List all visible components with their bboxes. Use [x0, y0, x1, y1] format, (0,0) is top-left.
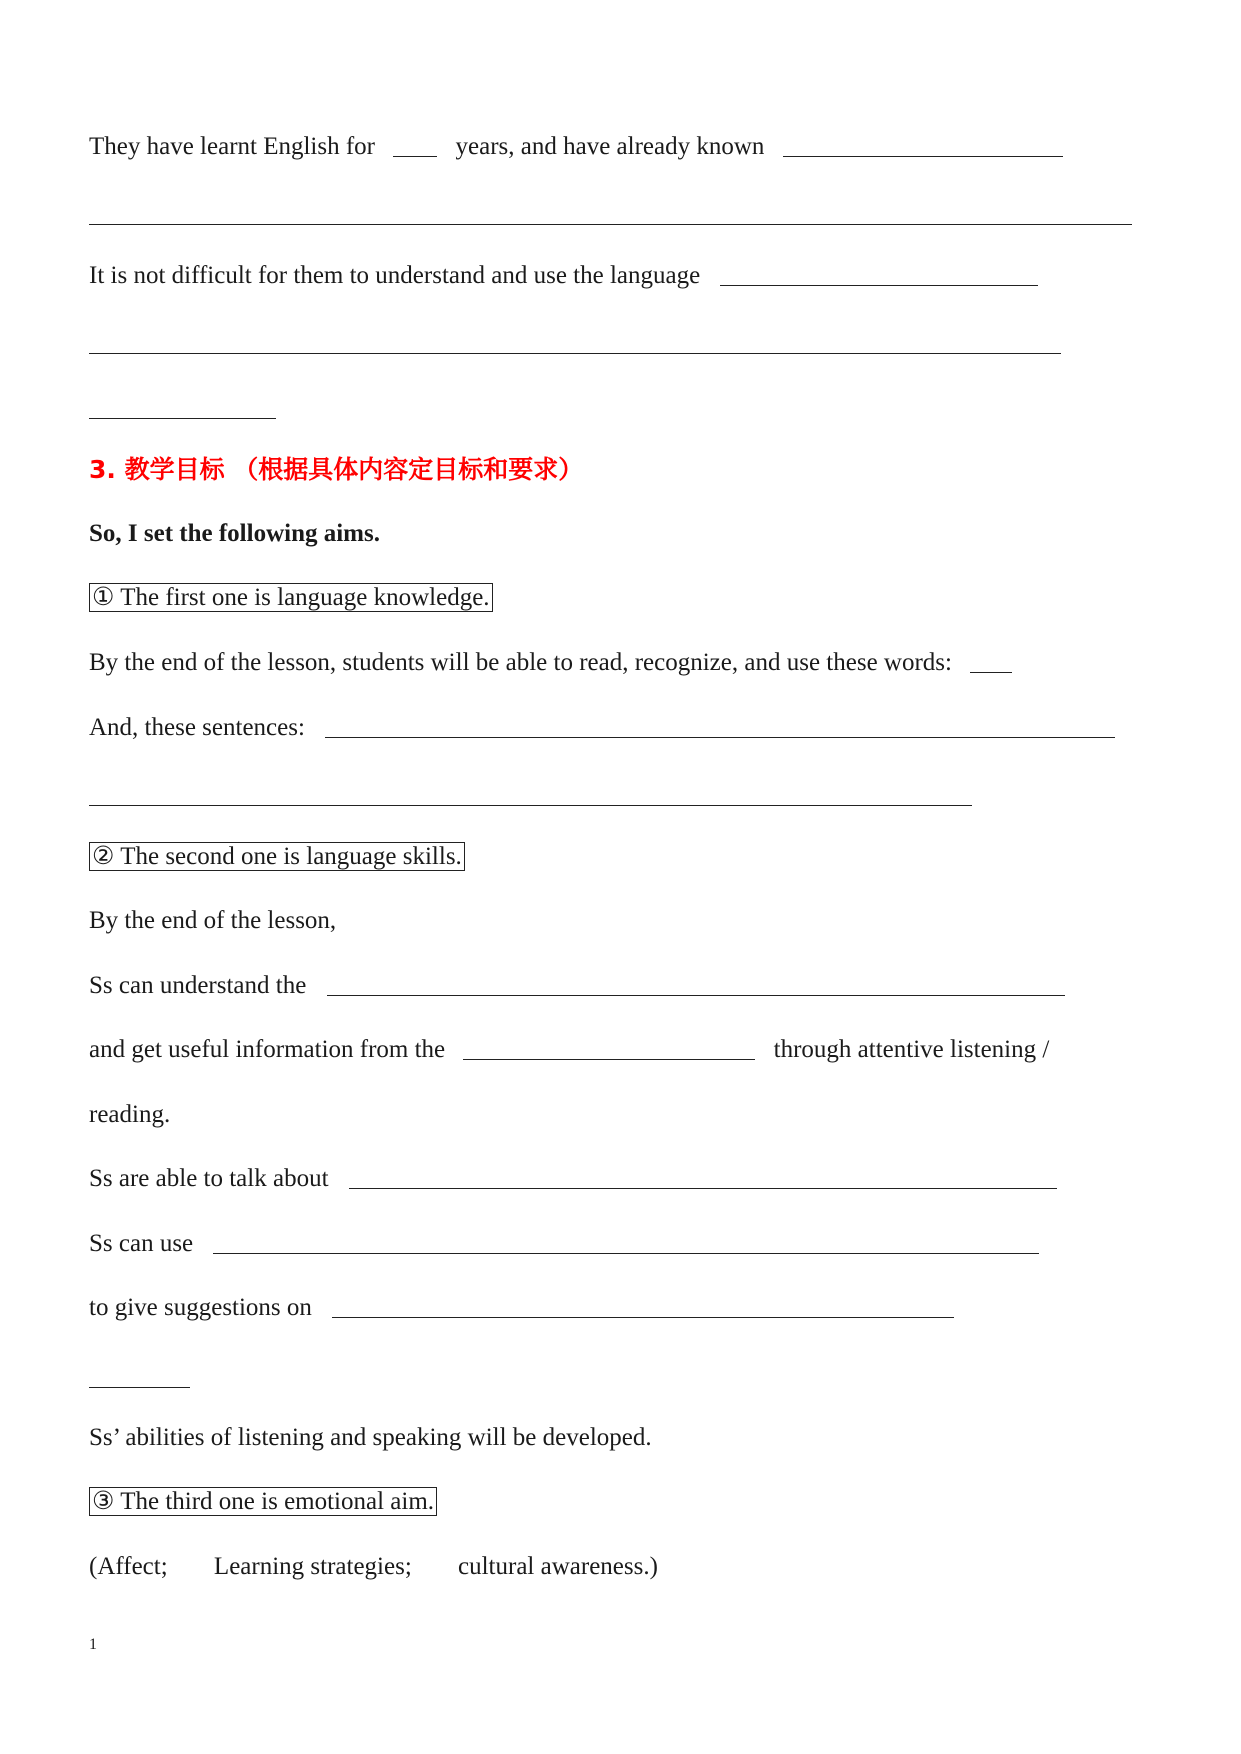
aim1-title: ① The first one is language knowledge.	[89, 583, 493, 613]
aim2-intro: By the end of the lesson,	[89, 907, 337, 934]
line-english-years: They have learnt English for years, and have already known	[89, 132, 1063, 162]
blank-already-known[interactable]	[783, 155, 1063, 157]
blank-sentences[interactable]	[325, 736, 1115, 738]
section-heading: 3. 教学目标 （根据具体内容定目标和要求）	[89, 455, 584, 484]
line-understand-language: It is not difficult for them to understand and use the language	[89, 261, 1038, 291]
aim2-understand: Ss can understand the	[89, 971, 1065, 1001]
aim2-abilities: Ss’ abilities of listening and speaking will be developed.	[89, 1424, 652, 1451]
blank-years[interactable]	[393, 155, 437, 157]
aims-intro: So, I set the following aims.	[89, 520, 380, 547]
blank-line[interactable]	[89, 1387, 190, 1388]
blank-line[interactable]	[89, 224, 1132, 225]
blank-information[interactable]	[463, 1058, 755, 1060]
blank-understand[interactable]	[327, 994, 1065, 996]
blank-suggest[interactable]	[332, 1316, 954, 1318]
aim2-talk: Ss are able to talk about	[89, 1164, 1057, 1194]
blank-talk[interactable]	[349, 1187, 1057, 1189]
aim2-information: and get useful information from the through attentive listening /	[89, 1036, 1050, 1063]
aim2-title: ② The second one is language skills.	[89, 842, 465, 872]
aim3-item: cultural awareness.)	[458, 1553, 658, 1580]
aim2-reading: reading.	[89, 1101, 171, 1128]
blank-language[interactable]	[720, 284, 1038, 286]
aim2-suggest: to give suggestions on	[89, 1293, 954, 1323]
blank-use[interactable]	[213, 1252, 1039, 1254]
aim3-title: ③ The third one is emotional aim.	[89, 1487, 437, 1517]
aim3-items	[89, 1552, 658, 1582]
blank-line[interactable]	[89, 418, 276, 419]
blank-line[interactable]	[89, 353, 1061, 354]
aim3-item: Learning strategies;	[213, 1553, 412, 1580]
aim3-item: (Affect;	[89, 1553, 168, 1580]
aim1-words: By the end of the lesson, students will be able to read, recognize, and use these words:	[89, 648, 1012, 678]
aim1-sentences: And, these sentences:	[89, 713, 1115, 743]
blank-line[interactable]	[89, 805, 972, 806]
page-number: 1	[89, 1636, 97, 1653]
aim2-use: Ss can use	[89, 1229, 1039, 1259]
blank-words[interactable]	[970, 671, 1012, 673]
